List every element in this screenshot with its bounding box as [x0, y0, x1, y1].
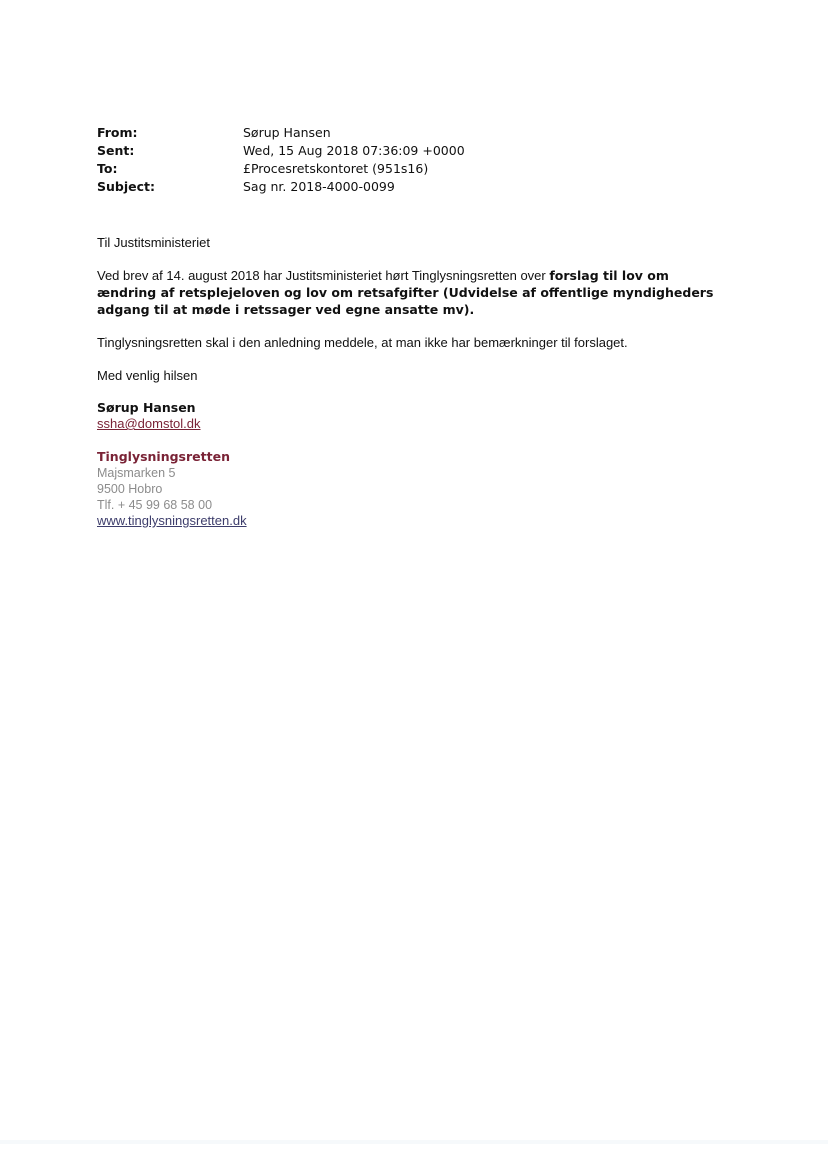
- org-website-link[interactable]: www.tinglysningsretten.dk: [97, 513, 247, 528]
- signature-name: Sørup Hansen: [97, 400, 196, 415]
- email-header: [97, 124, 465, 196]
- signature-email-link[interactable]: ssha@domstol.dk: [97, 416, 201, 431]
- to-label: To:: [97, 161, 118, 176]
- to-value: £Procesretskontoret (951s16): [243, 161, 429, 176]
- header-to-row: [97, 160, 465, 178]
- org-address-city: 9500 Hobro: [97, 482, 163, 496]
- greeting: Til Justitsministeriet: [97, 235, 210, 250]
- header-from-row: [97, 124, 465, 142]
- intro-bold-text: forslag til lov om ændring af retsplejeloven og lov om retsafgifter (Udvidelse af offentlige myndigheders adgang til at møde i retssager ved egne ansatte mv).: [97, 268, 714, 317]
- signature-block: [97, 400, 717, 529]
- intro-paragraph: [97, 267, 717, 318]
- from-value: Sørup Hansen: [243, 125, 331, 140]
- org-address-street: Majsmarken 5: [97, 466, 176, 480]
- subject-label: Subject:: [97, 179, 155, 194]
- from-label: From:: [97, 125, 138, 140]
- intro-plain-text: Ved brev af 14. august 2018 har Justitsministeriet hørt Tinglysningsretten over: [97, 268, 550, 283]
- org-name: Tinglysningsretten: [97, 449, 230, 464]
- page-bottom-edge: [0, 1140, 828, 1144]
- org-phone: Tlf. + 45 99 68 58 00: [97, 498, 213, 512]
- sent-label: Sent:: [97, 143, 135, 158]
- statement-paragraph: Tinglysningsretten skal i den anledning meddele, at man ikke har bemærkninger til forslaget.: [97, 335, 628, 350]
- sent-value: Wed, 15 Aug 2018 07:36:09 +0000: [243, 143, 465, 158]
- header-sent-row: [97, 142, 465, 160]
- email-body: [97, 234, 717, 529]
- header-subject-row: [97, 178, 465, 196]
- closing-line: Med venlig hilsen: [97, 368, 198, 383]
- subject-value: Sag nr. 2018-4000-0099: [243, 179, 395, 194]
